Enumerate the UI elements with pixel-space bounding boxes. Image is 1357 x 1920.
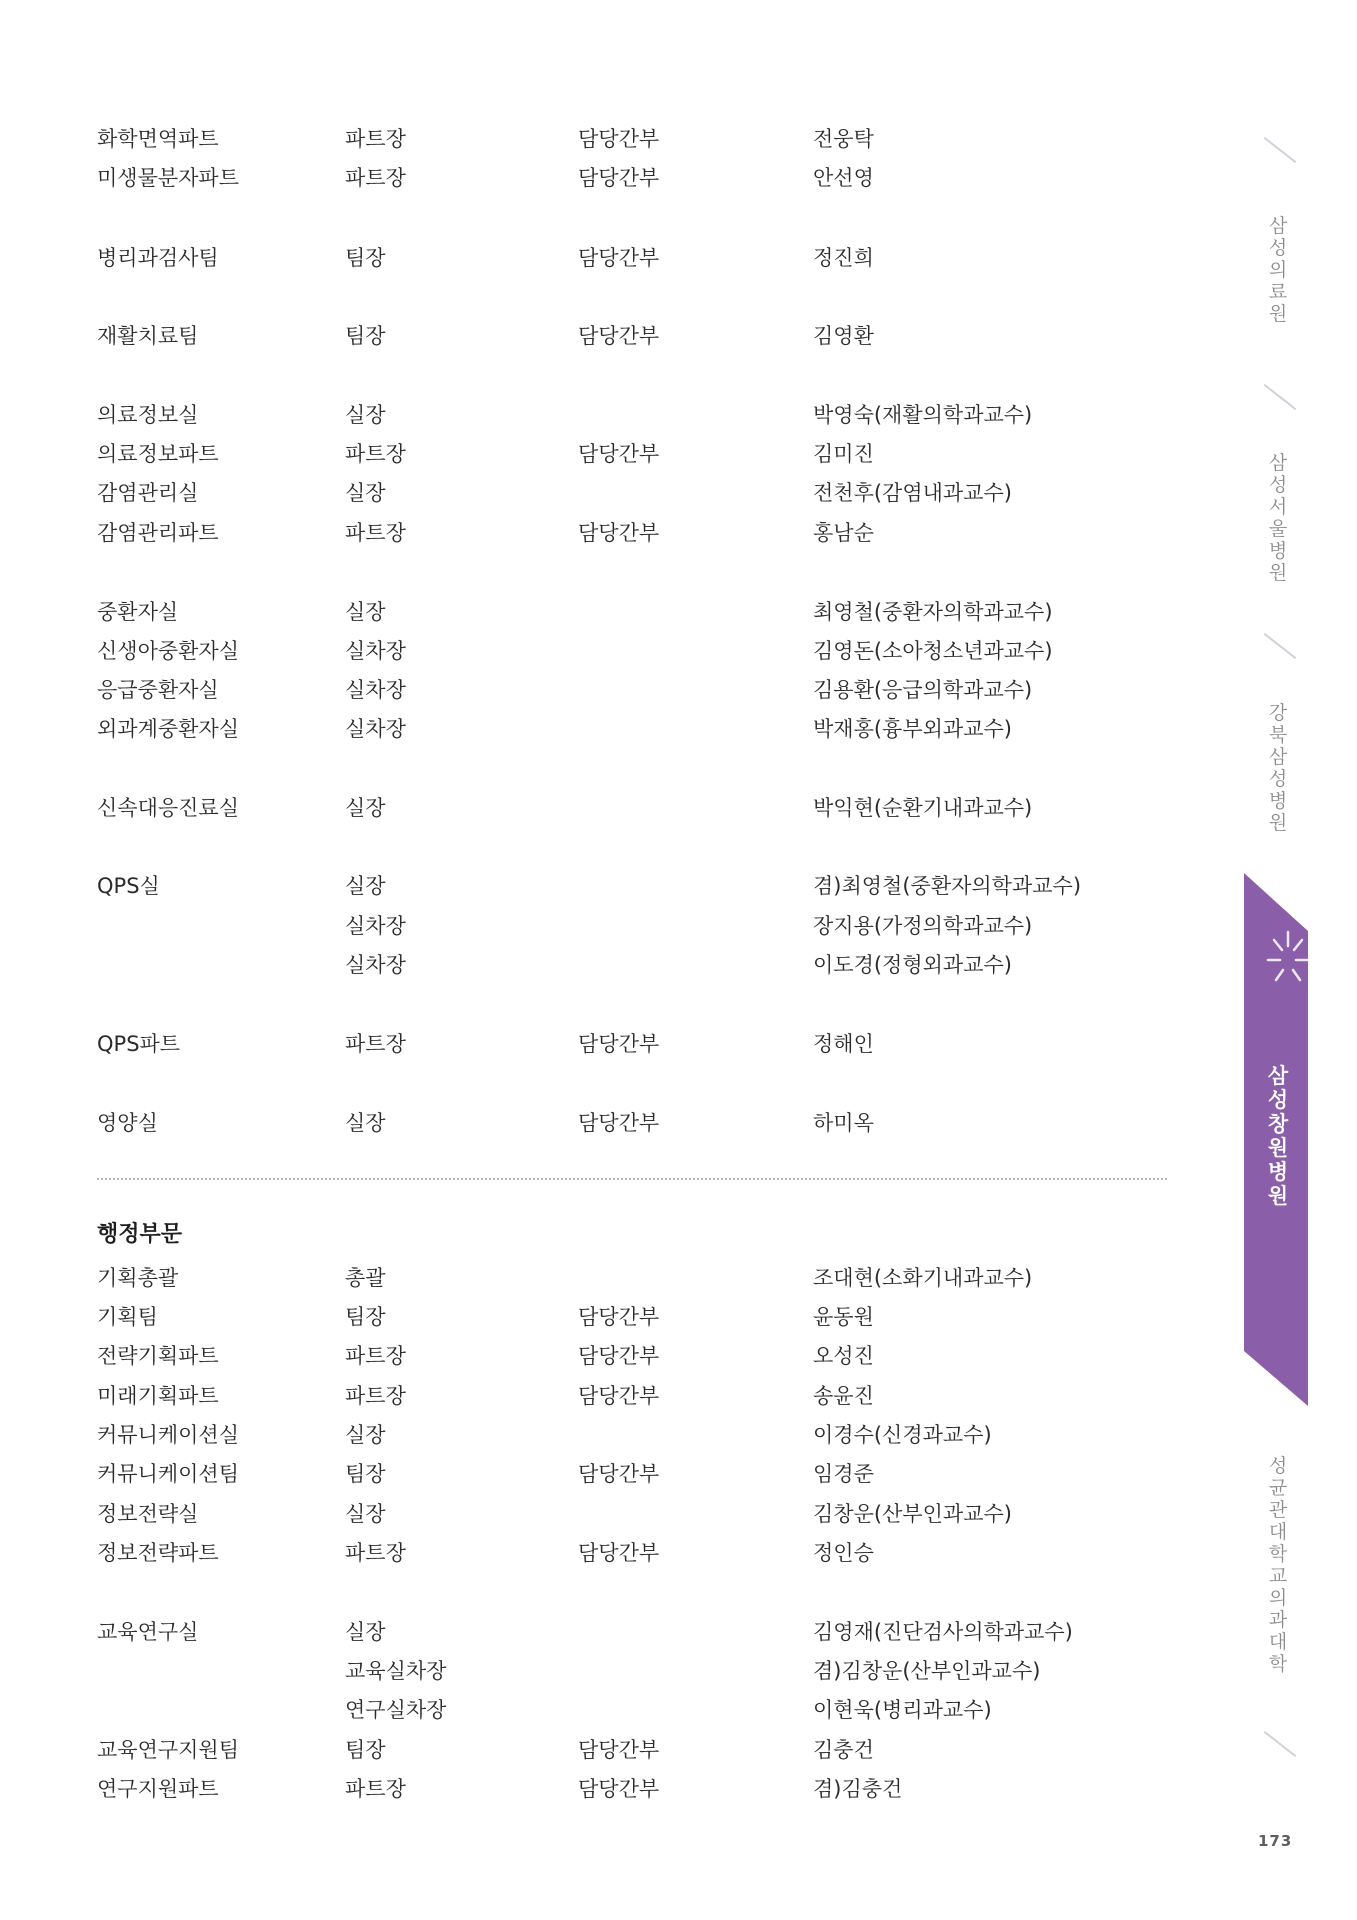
department-cell: QPS파트 [97,1032,181,1056]
section-heading: 행정부문 [97,1222,183,1247]
table-row [0,1735,1200,1765]
position-cell: 파트장 [345,127,406,151]
person-cell: 임경준 [813,1462,874,1486]
table-row [0,518,1200,548]
person-cell: 이도경(정형외과교수) [813,953,1012,977]
table-row [0,950,1200,980]
person-cell: 겸)김창운(산부인과교수) [813,1659,1041,1683]
position-cell: 실차장 [345,953,406,977]
table-row [0,1538,1200,1568]
person-cell: 전웅탁 [813,127,874,151]
table-row [0,1029,1200,1059]
department-cell: 기획총괄 [97,1266,179,1290]
table-row [0,243,1200,273]
position-cell: 파트장 [345,1384,406,1408]
side-tab-skku-medicine[interactable]: 성균관대학교 의과대학 [1268,1455,1288,1675]
department-cell: 전략기획파트 [97,1344,219,1368]
position-cell: 실장 [345,1620,386,1644]
person-cell: 김영돈(소아청소년과교수) [813,639,1053,663]
position-cell: 팀장 [345,246,386,270]
person-cell: 김영환 [813,324,874,348]
position-cell: 실장 [345,1111,386,1135]
person-cell: 최영철(중환자의학과교수) [813,600,1053,624]
sunburst-icon [1266,928,1310,988]
position-cell: 실차장 [345,717,406,741]
position-cell: 파트장 [345,442,406,466]
position-cell: 파트장 [345,521,406,545]
position-cell: 총괄 [345,1266,386,1290]
department-cell: 연구지원파트 [97,1777,219,1801]
department-cell: 기획팀 [97,1305,158,1329]
person-cell: 겸)김충건 [813,1777,903,1801]
department-cell: 병리과검사팀 [97,246,219,270]
position-cell: 실장 [345,874,386,898]
table-row [0,1381,1200,1411]
table-row [0,321,1200,351]
person-cell: 안선영 [813,166,874,190]
person-cell: 김용환(응급의학과교수) [813,678,1033,702]
table-row [0,1108,1200,1138]
department-cell: 응급중환자실 [97,678,219,702]
table-row [0,1499,1200,1529]
department-cell: QPS실 [97,874,160,898]
role-cell: 담당간부 [578,166,660,190]
department-cell: 의료정보파트 [97,442,219,466]
person-cell: 오성진 [813,1344,874,1368]
role-cell: 담당간부 [578,1032,660,1056]
table-row [0,1263,1200,1293]
position-cell: 실장 [345,1423,386,1447]
person-cell: 박익현(순환기내과교수) [813,796,1033,820]
side-tab-kangbuk-samsung-hospital[interactable]: 강북삼성병원 [1268,702,1288,834]
person-cell: 송윤진 [813,1384,874,1408]
side-tab-samsung-changwon-hospital[interactable]: 삼성창원병원 [1267,1064,1289,1208]
person-cell: 김충건 [813,1738,874,1762]
position-cell: 실차장 [345,914,406,938]
person-cell: 김창운(산부인과교수) [813,1502,1012,1526]
person-cell: 정진희 [813,246,874,270]
section-divider [97,1178,1167,1180]
person-cell: 겸)최영철(중환자의학과교수) [813,874,1082,898]
role-cell: 담당간부 [578,246,660,270]
role-cell: 담당간부 [578,324,660,348]
role-cell: 담당간부 [578,1462,660,1486]
table-row [0,1341,1200,1371]
page-number: 173 [1258,1832,1293,1850]
table-row [0,1656,1200,1686]
role-cell: 담당간부 [578,1541,660,1565]
person-cell: 김미진 [813,442,874,466]
department-cell: 커뮤니케이션팀 [97,1462,240,1486]
person-cell: 조대현(소화기내과교수) [813,1266,1033,1290]
person-cell: 홍남순 [813,521,874,545]
role-cell: 담당간부 [578,1305,660,1329]
department-cell: 의료정보실 [97,403,199,427]
department-cell: 영양실 [97,1111,158,1135]
side-tab-samsung-seoul-hospital[interactable]: 삼성서울병원 [1268,452,1288,584]
department-cell: 감염관리실 [97,481,199,505]
table-row [0,871,1200,901]
position-cell: 파트장 [345,1344,406,1368]
position-cell: 팀장 [345,1462,386,1486]
department-cell: 신속대응진료실 [97,796,240,820]
table-row [0,636,1200,666]
position-cell: 실장 [345,796,386,820]
department-cell: 감염관리파트 [97,521,219,545]
side-tab-samsung-medical-center[interactable]: 삼성의료원 [1268,215,1288,325]
table-row [0,124,1200,154]
table-row [0,793,1200,823]
position-cell: 파트장 [345,1777,406,1801]
department-cell: 미생물분자파트 [97,166,240,190]
person-cell: 이경수(신경과교수) [813,1423,992,1447]
person-cell: 이현욱(병리과교수) [813,1698,992,1722]
table-row [0,1302,1200,1332]
position-cell: 팀장 [345,324,386,348]
position-cell: 파트장 [345,1032,406,1056]
table-row [0,1774,1200,1804]
table-row [0,714,1200,744]
person-cell: 박재홍(흉부외과교수) [813,717,1012,741]
department-cell: 미래기획파트 [97,1384,219,1408]
position-cell: 파트장 [345,1541,406,1565]
table-row [0,675,1200,705]
role-cell: 담당간부 [578,1384,660,1408]
position-cell: 실차장 [345,678,406,702]
table-row [0,163,1200,193]
person-cell: 윤동원 [813,1305,874,1329]
table-row [0,478,1200,508]
department-cell: 중환자실 [97,600,179,624]
table-row [0,1420,1200,1450]
person-cell: 김영재(진단검사의학과교수) [813,1620,1073,1644]
department-cell: 교육연구지원팀 [97,1738,240,1762]
position-cell: 교육실차장 [345,1659,447,1683]
person-cell: 박영숙(재활의학과교수) [813,403,1033,427]
role-cell: 담당간부 [578,1111,660,1135]
person-cell: 정해인 [813,1032,874,1056]
position-cell: 실장 [345,600,386,624]
role-cell: 담당간부 [578,442,660,466]
table-row [0,1459,1200,1489]
table-row [0,911,1200,941]
department-cell: 교육연구실 [97,1620,199,1644]
department-cell: 정보전략파트 [97,1541,219,1565]
role-cell: 담당간부 [578,521,660,545]
department-cell: 재활치료팀 [97,324,199,348]
person-cell: 전천후(감염내과교수) [813,481,1012,505]
role-cell: 담당간부 [578,1738,660,1762]
department-cell: 화학면역파트 [97,127,219,151]
position-cell: 연구실차장 [345,1698,447,1722]
position-cell: 팀장 [345,1738,386,1762]
position-cell: 파트장 [345,166,406,190]
role-cell: 담당간부 [578,1777,660,1801]
person-cell: 장지용(가정의학과교수) [813,914,1033,938]
table-row [0,439,1200,469]
position-cell: 실장 [345,1502,386,1526]
person-cell: 하미옥 [813,1111,874,1135]
position-cell: 실장 [345,481,386,505]
position-cell: 실장 [345,403,386,427]
role-cell: 담당간부 [578,127,660,151]
table-row [0,1617,1200,1647]
department-cell: 신생아중환자실 [97,639,240,663]
table-row [0,1695,1200,1725]
table-row [0,400,1200,430]
role-cell: 담당간부 [578,1344,660,1368]
person-cell: 정인승 [813,1541,874,1565]
position-cell: 팀장 [345,1305,386,1329]
department-cell: 외과계중환자실 [97,717,240,741]
department-cell: 정보전략실 [97,1502,199,1526]
position-cell: 실차장 [345,639,406,663]
department-cell: 커뮤니케이션실 [97,1423,240,1447]
table-row [0,597,1200,627]
